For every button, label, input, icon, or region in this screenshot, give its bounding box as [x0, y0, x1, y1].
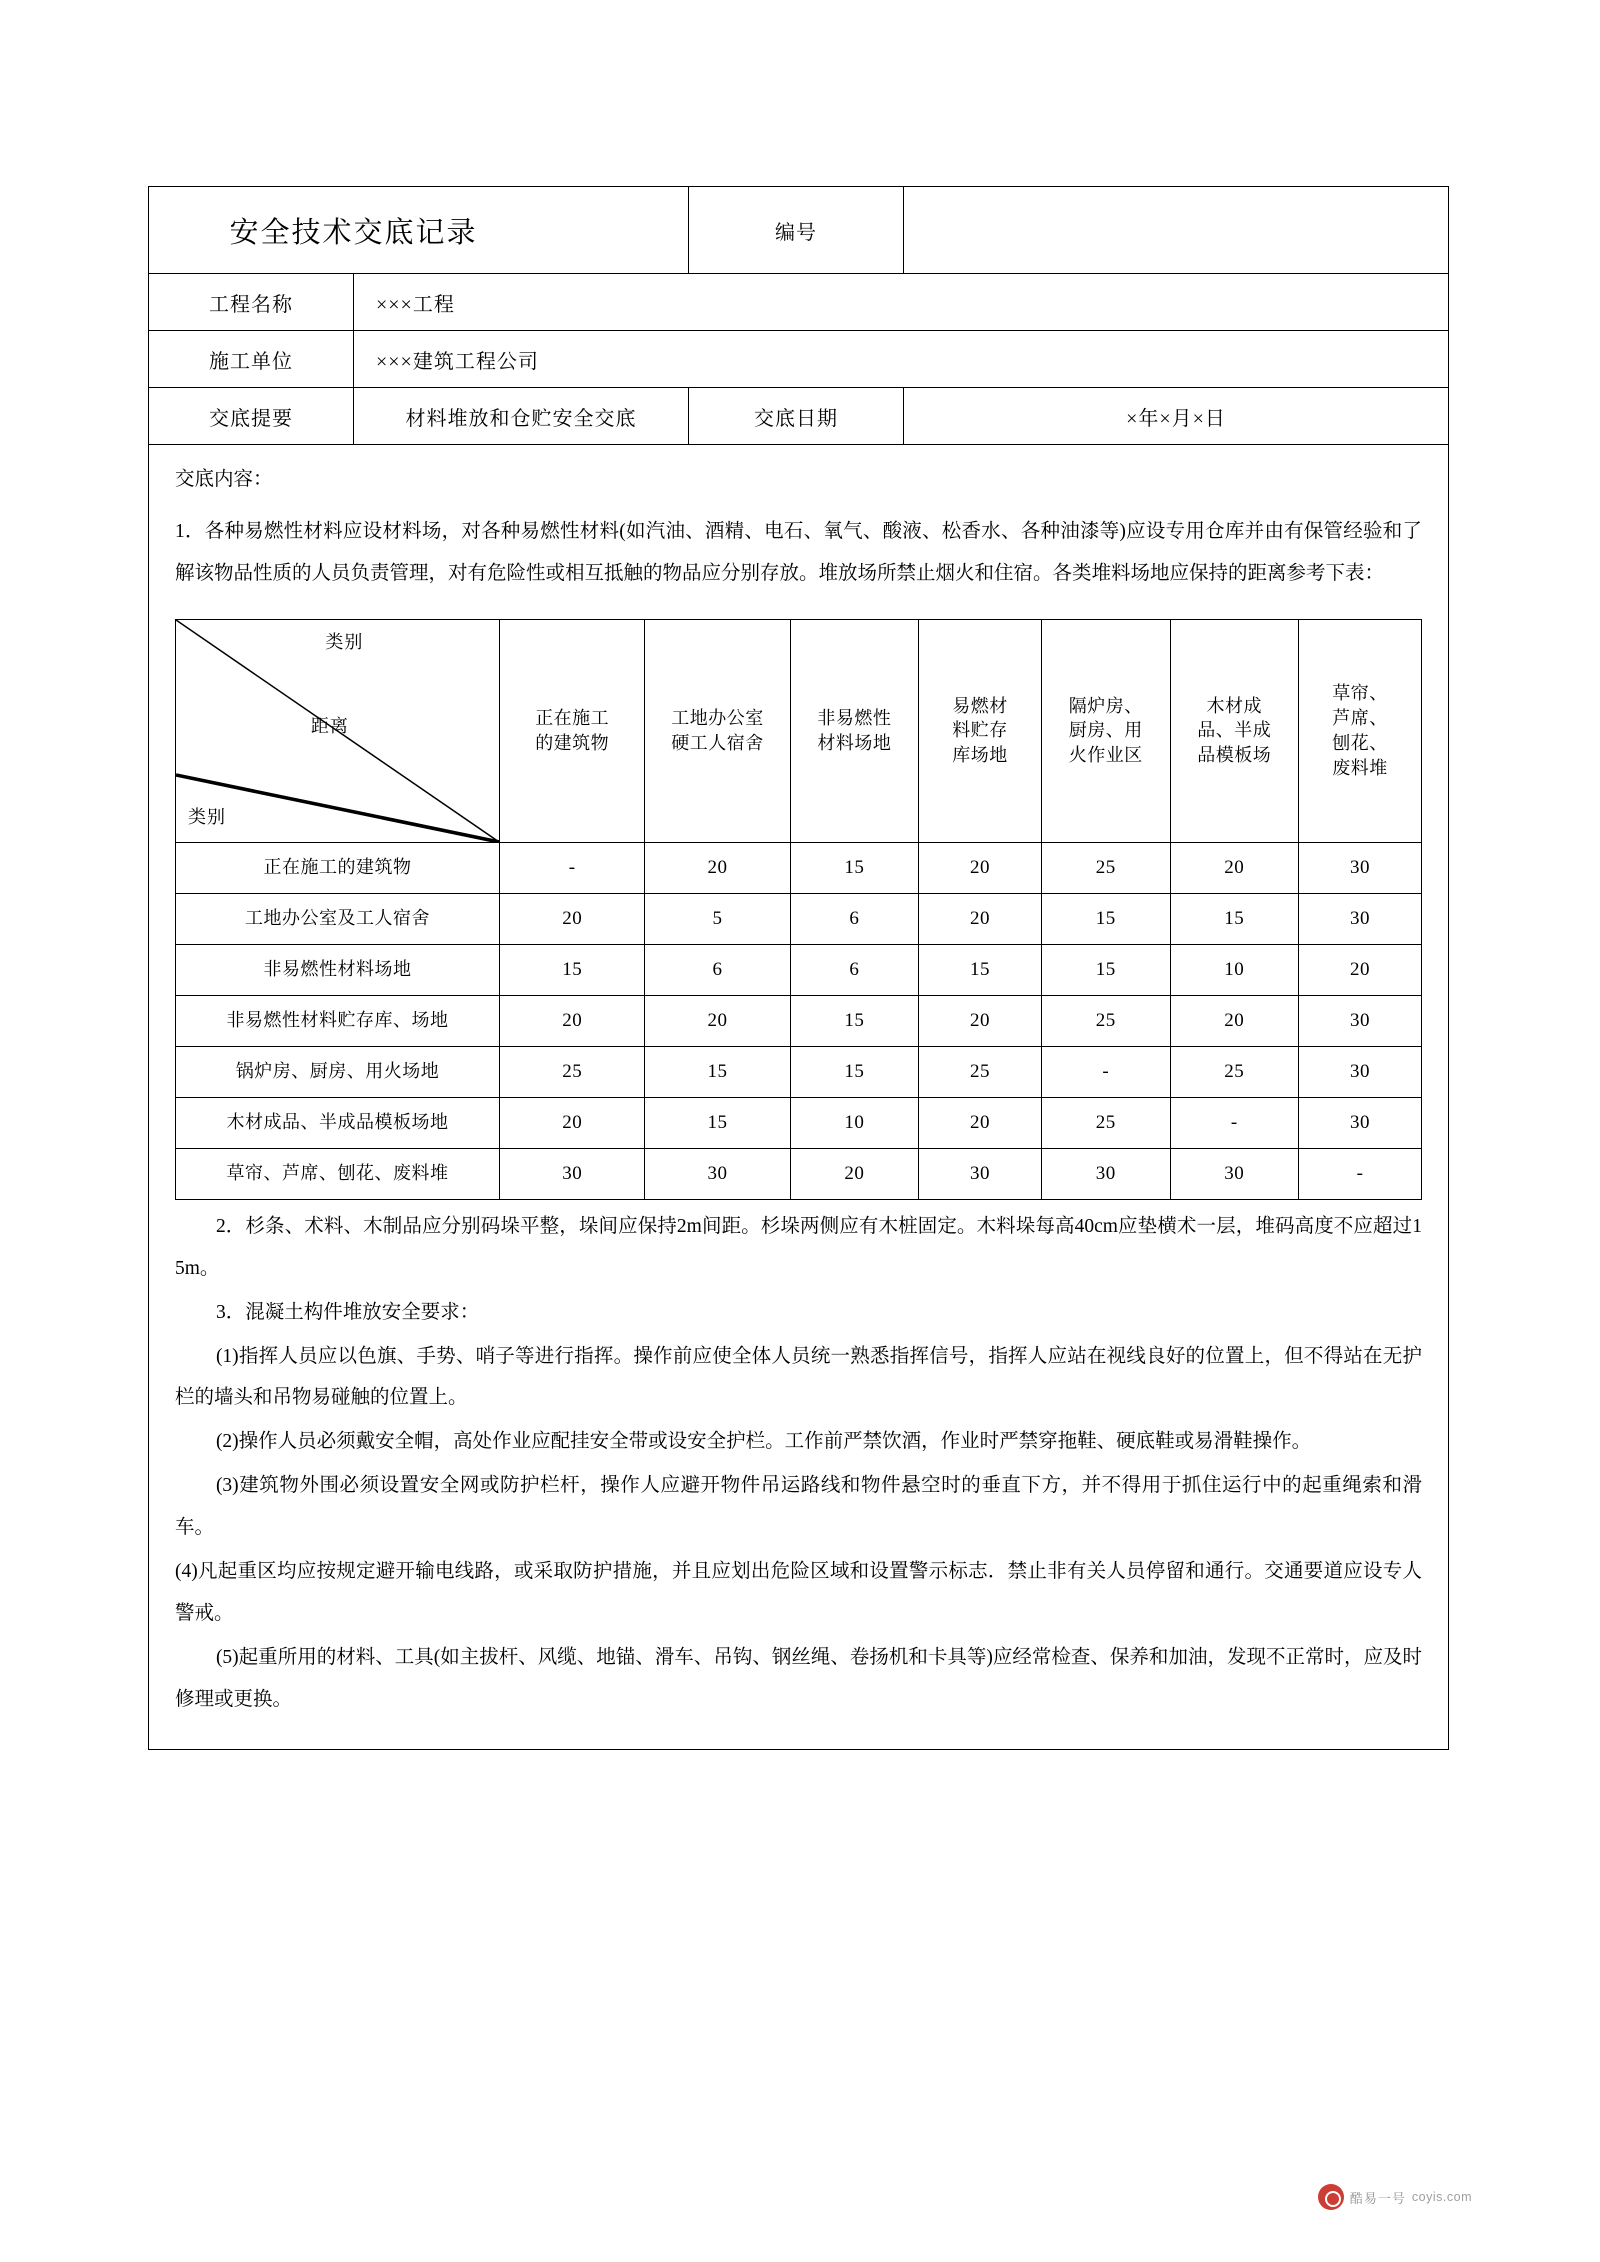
matrix-cell: 20	[500, 1097, 645, 1148]
content-para-3-4: (4)凡起重区均应按规定避开输电线路，或采取防护措施，并且应划出危险区域和设置警示标志．禁止非有关人员停留和通行。交通要道应设专人警戒。	[175, 1561, 1423, 1625]
matrix-col-header: 正在施工 的建筑物	[500, 619, 645, 842]
table-row	[176, 1097, 1422, 1148]
project-name-value[interactable]: ×××工程	[354, 274, 1449, 331]
matrix-cell: -	[1170, 1097, 1299, 1148]
watermark-logo-icon	[1318, 2184, 1344, 2210]
matrix-cell: 30	[1299, 842, 1422, 893]
form-table	[148, 186, 1449, 1750]
matrix-row-label: 工地办公室及工人宿舍	[176, 893, 500, 944]
matrix-cell: 6	[645, 944, 790, 995]
matrix-cell: 20	[1170, 842, 1299, 893]
matrix-cell: 15	[1042, 944, 1171, 995]
matrix-cell: 15	[1170, 893, 1299, 944]
matrix-cell: 30	[1299, 1097, 1422, 1148]
construction-unit-label: 施工单位	[149, 331, 354, 388]
matrix-cell: 30	[1299, 995, 1422, 1046]
matrix-cell: 15	[1042, 893, 1171, 944]
matrix-corner-category-top: 类别	[325, 631, 364, 652]
matrix-cell: 15	[500, 944, 645, 995]
matrix-cell: 25	[1042, 1097, 1171, 1148]
matrix-cell: 20	[500, 893, 645, 944]
matrix-cell: 30	[1042, 1148, 1171, 1199]
matrix-cell: 6	[790, 893, 919, 944]
matrix-cell: -	[1299, 1148, 1422, 1199]
matrix-cell: 30	[1170, 1148, 1299, 1199]
content-heading: 交底内容：	[175, 469, 273, 490]
summary-row	[149, 388, 1449, 445]
table-row	[176, 893, 1422, 944]
project-name-row	[149, 274, 1449, 331]
table-row	[176, 1046, 1422, 1097]
page-title: 安全技术交底记录	[229, 216, 478, 249]
construction-unit-value[interactable]: ×××建筑工程公司	[354, 331, 1449, 388]
matrix-cell: 20	[1299, 944, 1422, 995]
content-para-3-3: (3)建筑物外围必须设置安全网或防护栏杆，操作人应避开物件吊运路线和物件悬空时的垂直下方，并不得用于抓住运行中的起重绳索和滑车。	[175, 1475, 1423, 1539]
matrix-cell: 10	[790, 1097, 919, 1148]
content-row	[149, 445, 1449, 1750]
matrix-cell: 20	[645, 842, 790, 893]
content-para-3-2: (2)操作人员必须戴安全帽，高处作业应配挂安全带或设安全护栏。工作前严禁饮酒，作业时严禁穿拖鞋、硬底鞋或易滑鞋操作。	[215, 1431, 1312, 1453]
matrix-corner-cell	[176, 619, 500, 842]
matrix-cell: 30	[919, 1148, 1042, 1199]
matrix-cell: 20	[645, 995, 790, 1046]
matrix-cell: 20	[790, 1148, 919, 1199]
matrix-col-header: 隔炉房、 厨房、用 火作业区	[1042, 619, 1171, 842]
matrix-cell: 25	[1170, 1046, 1299, 1097]
matrix-col-header: 木材成 品、半成 品模板场	[1170, 619, 1299, 842]
content-para-3: 3．混凝土构件堆放安全要求：	[215, 1301, 480, 1323]
table-row	[176, 995, 1422, 1046]
matrix-cell: 15	[919, 944, 1042, 995]
matrix-row-label: 锅炉房、厨房、用火场地	[176, 1046, 500, 1097]
content-para-1: 1．各种易燃性材料应设材料场，对各种易燃性材料(如汽油、酒精、电石、氧气、酸液、松香水、各种油漆等)应设专用仓库并由有保管经验和了解该物品性质的人员负责管理，对有危险性或相互抵触的物品应分别存放。堆放场所禁止烟火和住宿。各类堆料场地应保持的距离参考下表：	[175, 520, 1423, 584]
matrix-cell: 30	[645, 1148, 790, 1199]
table-row	[176, 1148, 1422, 1199]
matrix-cell: 15	[790, 995, 919, 1046]
distance-matrix-wrap	[175, 619, 1422, 1200]
matrix-row-label: 非易燃性材料贮存库、场地	[176, 995, 500, 1046]
matrix-row-label: 木材成品、半成品模板场地	[176, 1097, 500, 1148]
project-name-label: 工程名称	[149, 274, 354, 331]
content-para-3-5: (5)起重所用的材料、工具(如主拔杆、风缆、地锚、滑车、吊钩、钢丝绳、卷扬机和卡具等)应经常检查、保养和加油，发现不正常时，应及时修理或更换。	[175, 1646, 1423, 1710]
matrix-cell: 20	[500, 995, 645, 1046]
matrix-corner-category-bottom: 类别	[188, 806, 226, 827]
matrix-cell: 15	[790, 842, 919, 893]
matrix-col-header: 非易燃性 材料场地	[790, 619, 919, 842]
matrix-cell: 25	[500, 1046, 645, 1097]
matrix-cell: 20	[919, 1097, 1042, 1148]
matrix-cell: -	[1042, 1046, 1171, 1097]
matrix-cell: 25	[1042, 995, 1171, 1046]
title-row	[149, 187, 1449, 274]
matrix-cell: -	[500, 842, 645, 893]
matrix-cell: 20	[919, 893, 1042, 944]
matrix-cell: 30	[1299, 893, 1422, 944]
table-row	[176, 842, 1422, 893]
matrix-cell: 10	[1170, 944, 1299, 995]
content-para-2: 2．杉条、术料、木制品应分别码垛平整，垛间应保持2m间距。杉垛两侧应有木桩固定。木料垛每高40cm应垫横术一层，堆码高度不应超过1 5m。	[175, 1215, 1423, 1279]
briefing-content	[149, 445, 1449, 1750]
form-title-cell	[149, 187, 689, 274]
matrix-cell: 6	[790, 944, 919, 995]
matrix-header-row	[176, 619, 1422, 842]
matrix-row-label: 非易燃性材料场地	[176, 944, 500, 995]
distance-matrix-table	[175, 619, 1422, 1200]
matrix-cell: 15	[645, 1046, 790, 1097]
summary-value[interactable]: 材料堆放和仓贮安全交底	[354, 388, 689, 445]
number-label: 编号	[689, 187, 904, 274]
matrix-cell: 15	[645, 1097, 790, 1148]
table-row	[176, 944, 1422, 995]
matrix-cell: 25	[1042, 842, 1171, 893]
watermark-en-text: coyis.com	[1411, 2190, 1472, 2204]
safety-briefing-form	[148, 186, 1448, 1750]
matrix-cell: 15	[790, 1046, 919, 1097]
matrix-col-header: 工地办公室 硬工人宿舍	[645, 619, 790, 842]
site-watermark	[1318, 2184, 1472, 2210]
matrix-corner-distance: 距离	[310, 715, 349, 736]
matrix-cell: 30	[500, 1148, 645, 1199]
matrix-cell: 5	[645, 893, 790, 944]
matrix-row-label: 草帘、芦席、刨花、废料堆	[176, 1148, 500, 1199]
date-value[interactable]: ×年×月×日	[904, 388, 1449, 445]
matrix-cell: 20	[919, 842, 1042, 893]
matrix-cell: 20	[1170, 995, 1299, 1046]
matrix-col-header: 易燃材 料贮存 库场地	[919, 619, 1042, 842]
matrix-cell: 30	[1299, 1046, 1422, 1097]
matrix-cell: 25	[919, 1046, 1042, 1097]
watermark-cn-text: 酷易一号	[1349, 2190, 1406, 2206]
number-value[interactable]	[904, 187, 1449, 274]
matrix-col-header: 草帘、 芦席、 刨花、 废料堆	[1299, 619, 1422, 842]
construction-unit-row	[149, 331, 1449, 388]
content-para-3-1: (1)指挥人员应以色旗、手势、哨子等进行指挥。操作前应使全体人员统一熟悉指挥信号，指挥人应站在视线良好的位置上，但不得站在无护栏的墙头和吊物易碰触的位置上。	[175, 1345, 1423, 1409]
summary-label: 交底提要	[149, 388, 354, 445]
matrix-row-label: 正在施工的建筑物	[176, 842, 500, 893]
date-label: 交底日期	[689, 388, 904, 445]
matrix-cell: 20	[919, 995, 1042, 1046]
